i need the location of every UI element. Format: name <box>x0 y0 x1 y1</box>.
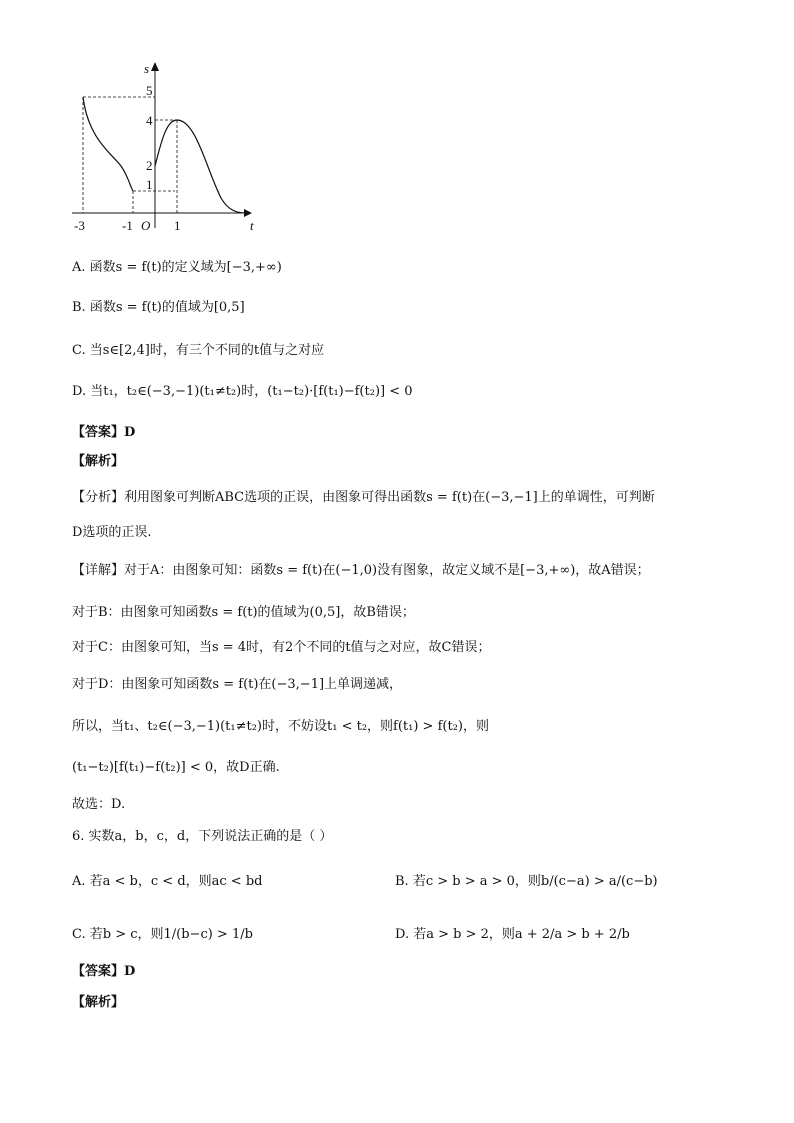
x-axis-label: t <box>250 218 254 233</box>
question6-stem: 6. 实数a，b，c，d，下列说法正确的是（ ） <box>72 829 333 844</box>
tick-s5: 5 <box>146 83 153 98</box>
option-b: B. 函数s = f(t)的值域为[0,5] <box>72 300 245 315</box>
q6-option-c: C. 若b > c，则1/(b−c) > 1/b <box>72 927 253 942</box>
tick-t-1: -1 <box>122 218 133 233</box>
q6-option-b: B. 若c > b > a > 0，则b/(c−a) > a/(c−b) <box>395 874 658 889</box>
tick-s1: 1 <box>146 177 153 192</box>
analysis-label: 【解析】 <box>72 454 125 469</box>
q6-analysis-label: 【解析】 <box>72 995 125 1010</box>
q6-option-a: A. 若a < b，c < d，则ac < bd <box>72 874 263 889</box>
q6-option-d: D. 若a > b > 2，则a + 2/a > b + 2/b <box>395 927 630 942</box>
origin-label: O <box>141 218 151 233</box>
option-d: D. 当t₁，t₂∈(−3,−1)(t₁≠t₂)时，(t₁−t₂)·[f(t₁)−f(t₂)] < 0 <box>72 384 413 399</box>
option-a: A. 函数s = f(t)的定义域为[−3,+∞) <box>72 260 282 275</box>
fenxi-line-1: 【分析】利用图象可判断ABC选项的正误，由图象可得出函数s = f(t)在(−3,−1]上的单调性，可判断 <box>72 490 655 505</box>
tick-t1: 1 <box>174 218 181 233</box>
y-axis-arrow <box>151 62 159 71</box>
tick-t-3: -3 <box>74 218 85 233</box>
detail-line-4: 对于D：由图象可知函数s = f(t)在(−3,−1]上单调递减， <box>72 677 403 692</box>
detail-line-6: (t₁−t₂)[f(t₁)−f(t₂)] < 0，故D正确. <box>72 760 280 775</box>
option-c: C. 当s∈[2,4]时，有三个不同的t值与之对应 <box>72 343 325 358</box>
y-axis-label: s <box>144 61 150 76</box>
choice-line: 故选：D. <box>72 797 126 812</box>
answer-label: 【答案】D <box>72 425 136 440</box>
detail-line-3: 对于C：由图象可知，当s = 4时，有2个不同的t值与之对应，故C错误； <box>72 640 491 655</box>
detail-line-2: 对于B：由图象可知函数s = f(t)的值域为(0,5]，故B错误； <box>72 605 415 620</box>
function-graph <box>66 58 266 238</box>
tick-s2: 2 <box>146 158 153 173</box>
q6-answer-label: 【答案】D <box>72 964 136 979</box>
curve-left <box>83 97 133 191</box>
curve-right <box>155 120 246 213</box>
tick-s4: 4 <box>146 113 153 128</box>
detail-line-1: 【详解】对于A：由图象可知：函数s = f(t)在(−1,0)没有图象，故定义域不是[−3,+∞)，故A错误； <box>72 563 650 578</box>
fenxi-line-2: D选项的正误. <box>72 525 152 540</box>
detail-line-5: 所以，当t₁、t₂∈(−3,−1)(t₁≠t₂)时，不妨设t₁ < t₂，则f(t₁) > f(t₂)，则 <box>72 719 489 734</box>
